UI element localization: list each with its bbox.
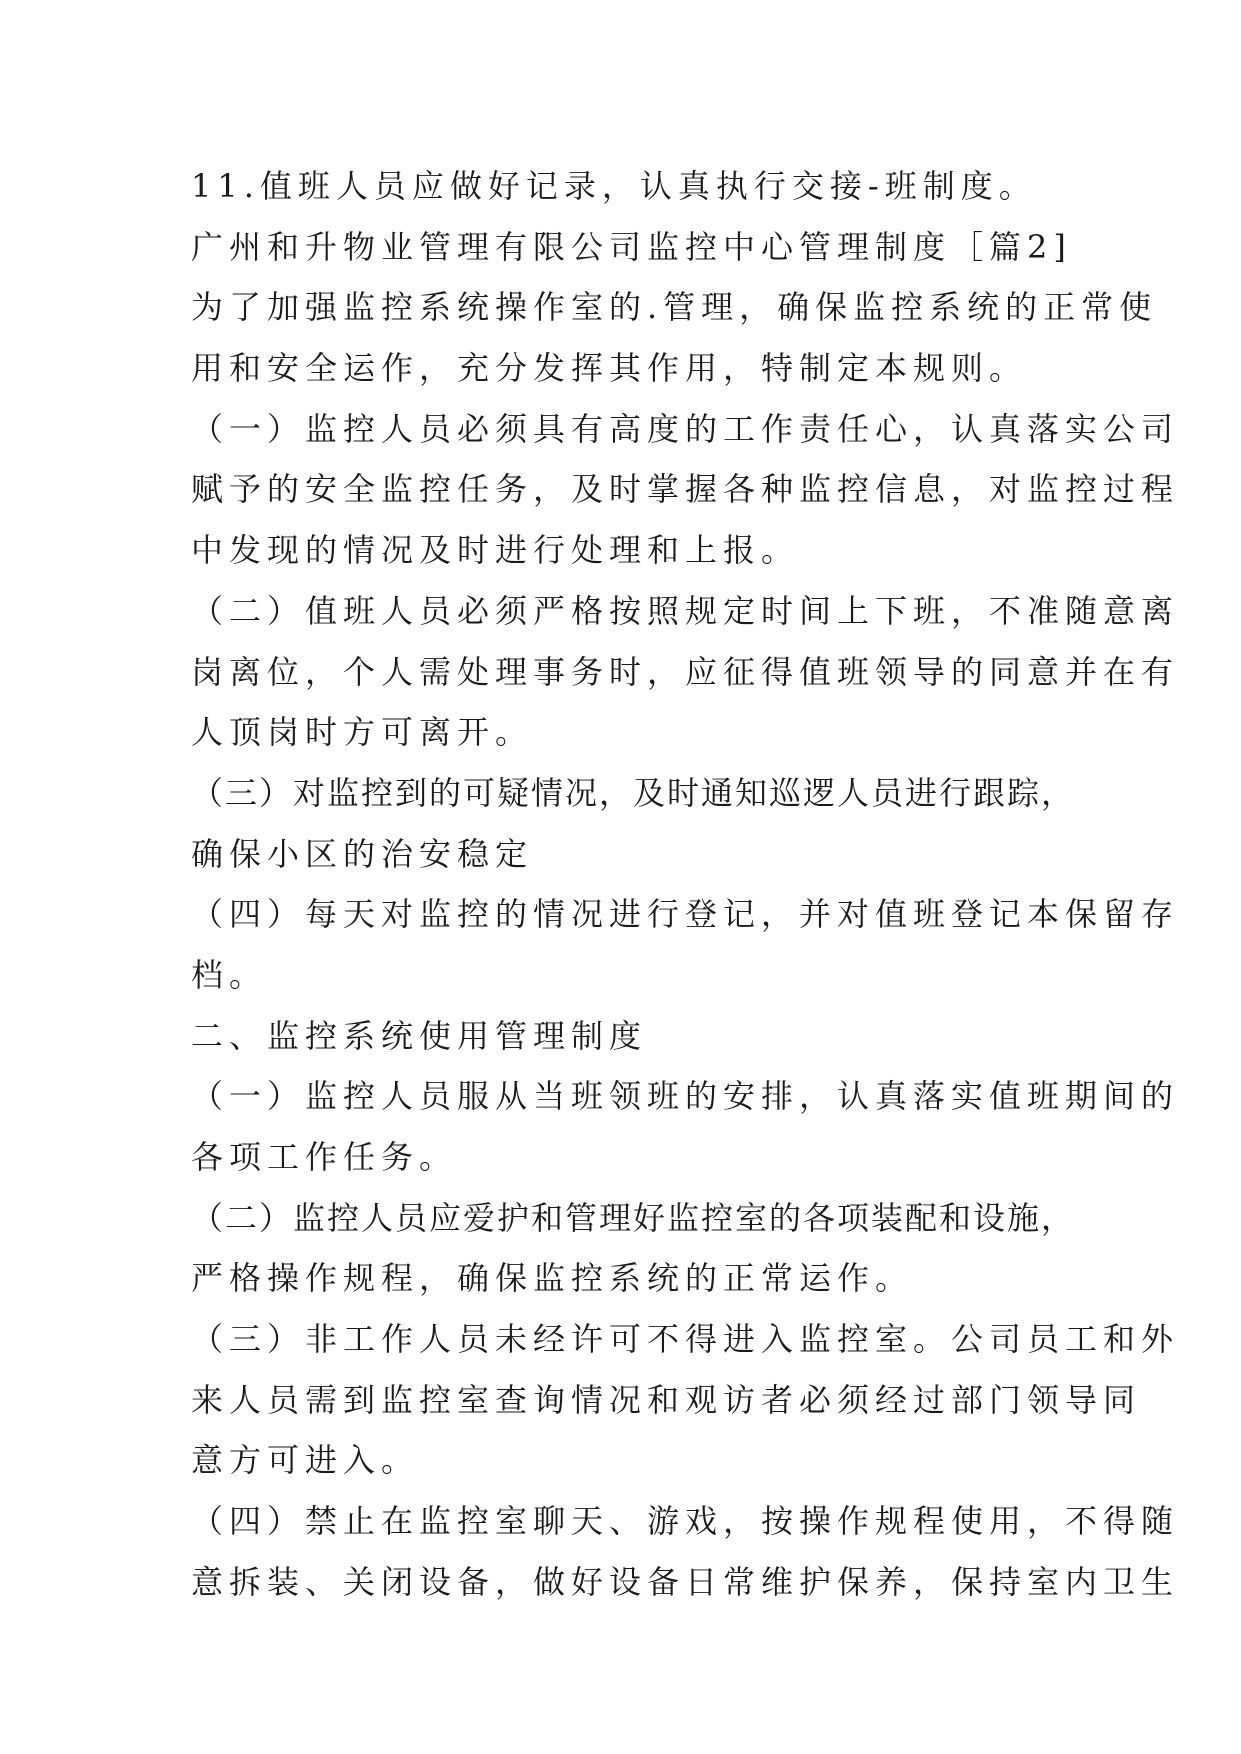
text-line: 为了加强监控系统操作室的.管理，确保监控系统的正常使 xyxy=(191,288,1158,327)
section-heading: 二、监控系统使用管理制度 xyxy=(191,1016,648,1055)
text-line: 严格操作规程，确保监控系统的正常运作。 xyxy=(191,1259,914,1298)
text-line: （二）值班人员必须严格按照规定时间上下班，不准随意离 xyxy=(191,591,1180,630)
text-line: 岗离位，个人需处理事务时，应征得值班领导的同意并在有 xyxy=(191,652,1180,691)
text-line: （一）监控人员服从当班领班的安排，认真落实值班期间的 xyxy=(191,1077,1180,1116)
text-line: （四）每天对监控的情况进行登记，并对值班登记本保留存 xyxy=(191,895,1180,934)
text-line: （三）非工作人员未经许可不得进入监控室。公司员工和外 xyxy=(191,1320,1180,1359)
section-heading: 广州和升物业管理有限公司监控中心管理制度［篇2] xyxy=(191,227,1072,266)
text-line: 中发现的情况及时进行处理和上报。 xyxy=(191,531,800,570)
text-line: 各项工作任务。 xyxy=(191,1138,458,1176)
document-body xyxy=(191,156,1180,1613)
text-line: （四）禁止在监控室聊天、游戏，按操作规程使用，不得随 xyxy=(191,1502,1180,1541)
text-line: 人顶岗时方可离开。 xyxy=(191,713,534,752)
text-line: 来人员需到监控室查询情况和观访者必须经过部门领导同 xyxy=(191,1380,1142,1419)
text-line: （一）监控人员必须具有高度的工作责任心，认真落实公司 xyxy=(191,409,1180,448)
text-line: 档。 xyxy=(191,955,268,994)
text-line: 意拆装、关闭设备，做好设备日常维护保养，保持室内卫生 xyxy=(191,1562,1180,1601)
text-line: 意方可进入。 xyxy=(191,1441,420,1480)
text-line: 赋予的安全监控任务，及时掌握各种监控信息，对监控过程 xyxy=(191,470,1180,509)
text-line: （三）对监控到的可疑情况，及时通知巡逻人员进行跟踪， xyxy=(191,773,1076,812)
text-line: （二）监控人员应爱护和管理好监控室的各项装配和设施， xyxy=(191,1198,1076,1237)
text-line: 11.值班人员应做好记录，认真执行交接-班制度。 xyxy=(191,167,1037,205)
text-line: 用和安全运作，充分发挥其作用，特制定本规则。 xyxy=(191,349,1028,388)
text-line: 确保小区的治安稳定 xyxy=(191,834,534,873)
